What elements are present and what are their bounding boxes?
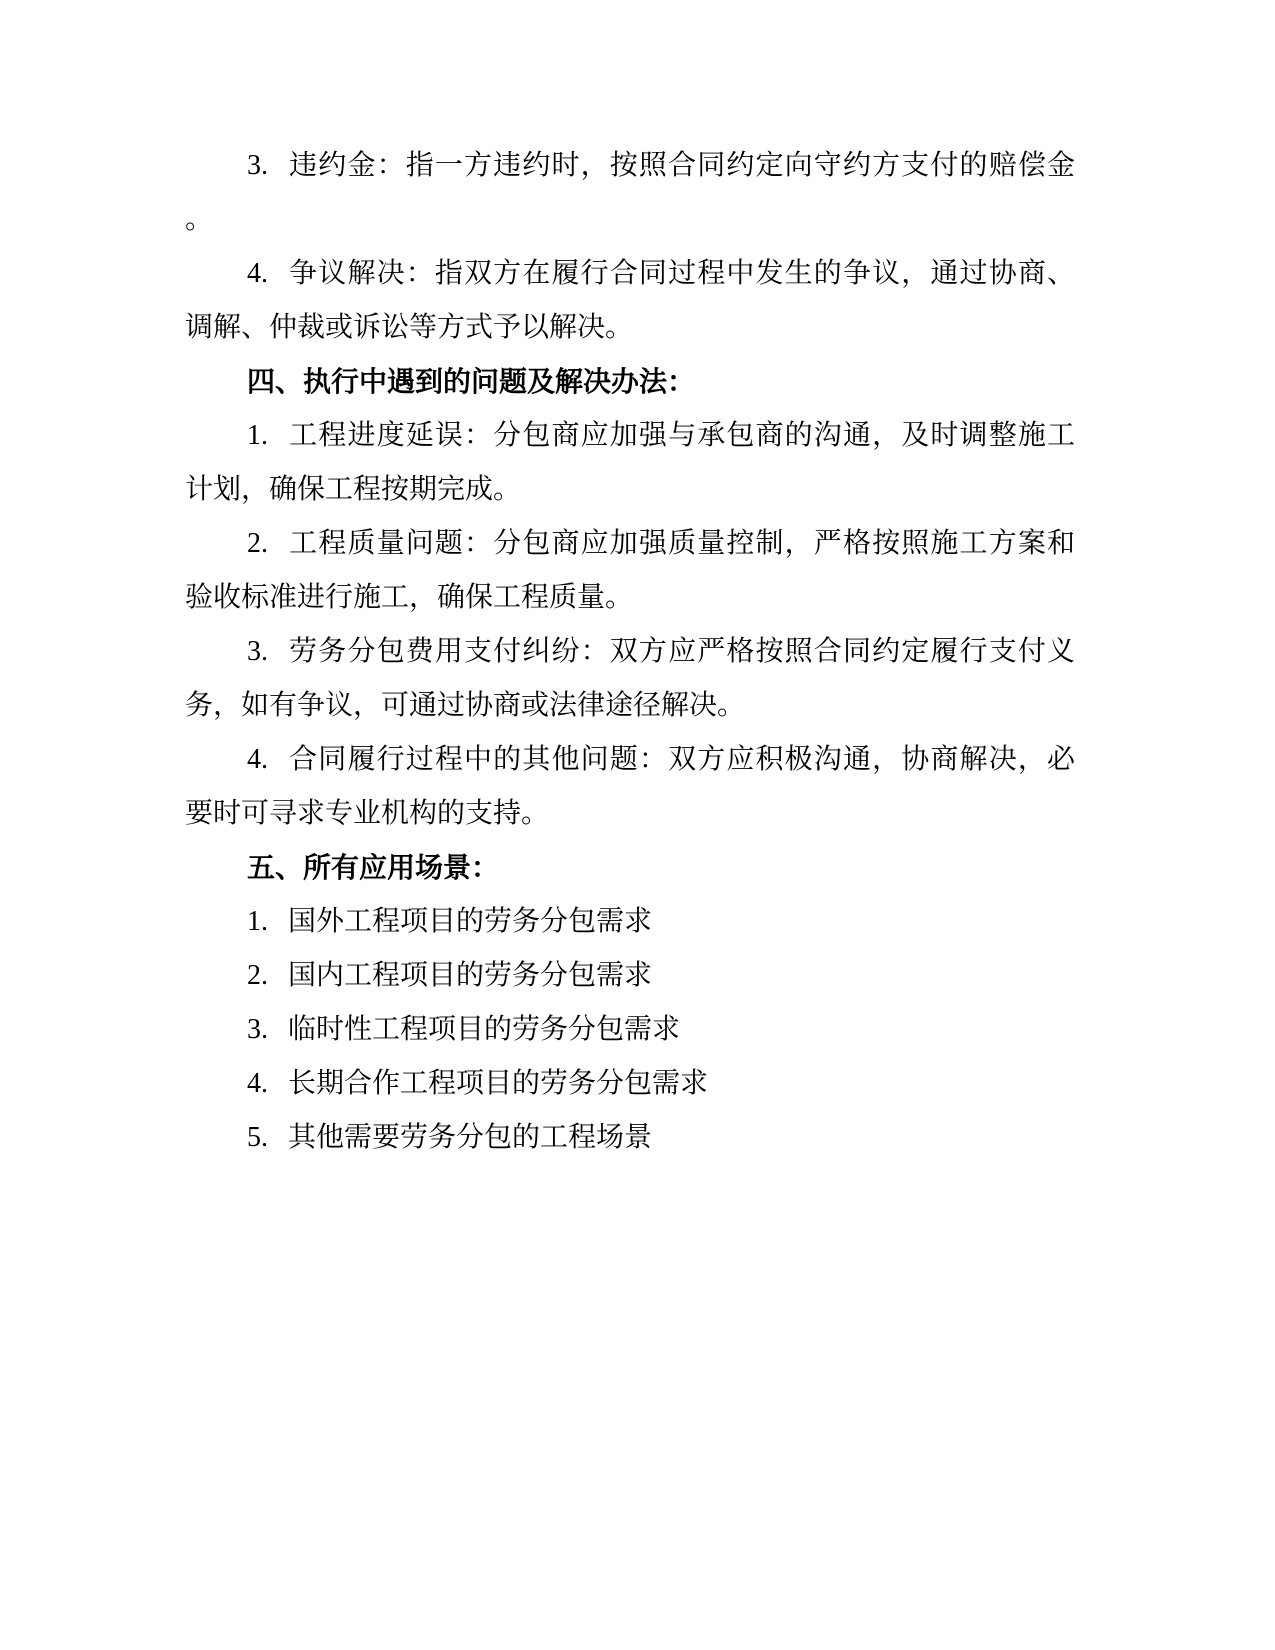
text-line: 。 xyxy=(185,204,214,235)
paragraph xyxy=(185,1057,1075,1111)
paragraph xyxy=(185,733,1075,841)
text-line: 要时可寻求专业机构的支持。 xyxy=(185,798,550,829)
document-body xyxy=(185,139,1075,1165)
line-text: 违约金：指一方违约时，按照合同约定向守约方支付的赔偿金 xyxy=(288,150,1075,181)
list-number: 1. xyxy=(247,906,268,937)
text-line: 验收标准进行施工，确保工程质量。 xyxy=(185,582,634,613)
line-text: 合同履行过程中的其他问题：双方应积极沟通，协商解决，必 xyxy=(288,744,1075,775)
paragraph xyxy=(185,409,1075,517)
paragraph xyxy=(185,247,1075,355)
line-text: 其他需要劳务分包的工程场景 xyxy=(288,1122,653,1153)
list-number: 3. xyxy=(247,636,268,667)
list-number: 2. xyxy=(247,960,268,991)
text-line xyxy=(185,1111,1075,1165)
line-text: 临时性工程项目的劳务分包需求 xyxy=(288,1014,681,1045)
text-line xyxy=(185,247,1075,301)
line-text: 工程质量问题：分包商应加强质量控制，严格按照施工方案和 xyxy=(288,528,1075,559)
text-line xyxy=(185,1057,1075,1111)
text-line xyxy=(185,409,1075,463)
text-line xyxy=(185,139,1075,193)
text-line: 四、执行中遇到的问题及解决办法： xyxy=(247,366,696,397)
list-number: 4. xyxy=(247,1068,268,1099)
text-line: 五、所有应用场景： xyxy=(247,852,500,883)
text-line: 务，如有争议，可通过协商或法律途径解决。 xyxy=(185,690,746,721)
text-line: 计划，确保工程按期完成。 xyxy=(185,474,522,505)
list-number: 3. xyxy=(247,150,268,181)
text-line: 调解、仲裁或诉讼等方式予以解决。 xyxy=(185,312,634,343)
paragraph xyxy=(185,1003,1075,1057)
line-text: 劳务分包费用支付纠纷：双方应严格按照合同约定履行支付义 xyxy=(288,636,1075,667)
list-number: 3. xyxy=(247,1014,268,1045)
list-number: 4. xyxy=(247,258,268,289)
text-line xyxy=(185,517,1075,571)
paragraph xyxy=(185,1111,1075,1165)
line-text: 争议解决：指双方在履行合同过程中发生的争议，通过协商、 xyxy=(288,258,1075,289)
list-number: 1. xyxy=(247,420,268,451)
paragraph xyxy=(185,517,1075,625)
line-text: 长期合作工程项目的劳务分包需求 xyxy=(288,1068,709,1099)
paragraph xyxy=(185,139,1075,247)
text-line xyxy=(185,1003,1075,1057)
text-line xyxy=(185,625,1075,679)
section-heading xyxy=(185,841,1075,895)
line-text: 国内工程项目的劳务分包需求 xyxy=(288,960,653,991)
line-text: 国外工程项目的劳务分包需求 xyxy=(288,906,653,937)
line-text: 工程进度延误：分包商应加强与承包商的沟通，及时调整施工 xyxy=(288,420,1075,451)
text-line xyxy=(185,949,1075,1003)
list-number: 2. xyxy=(247,528,268,559)
list-number: 4. xyxy=(247,744,268,775)
list-number: 5. xyxy=(247,1122,268,1153)
text-line xyxy=(185,733,1075,787)
paragraph xyxy=(185,949,1075,1003)
section-heading xyxy=(185,355,1075,409)
text-line xyxy=(185,895,1075,949)
paragraph xyxy=(185,895,1075,949)
paragraph xyxy=(185,625,1075,733)
